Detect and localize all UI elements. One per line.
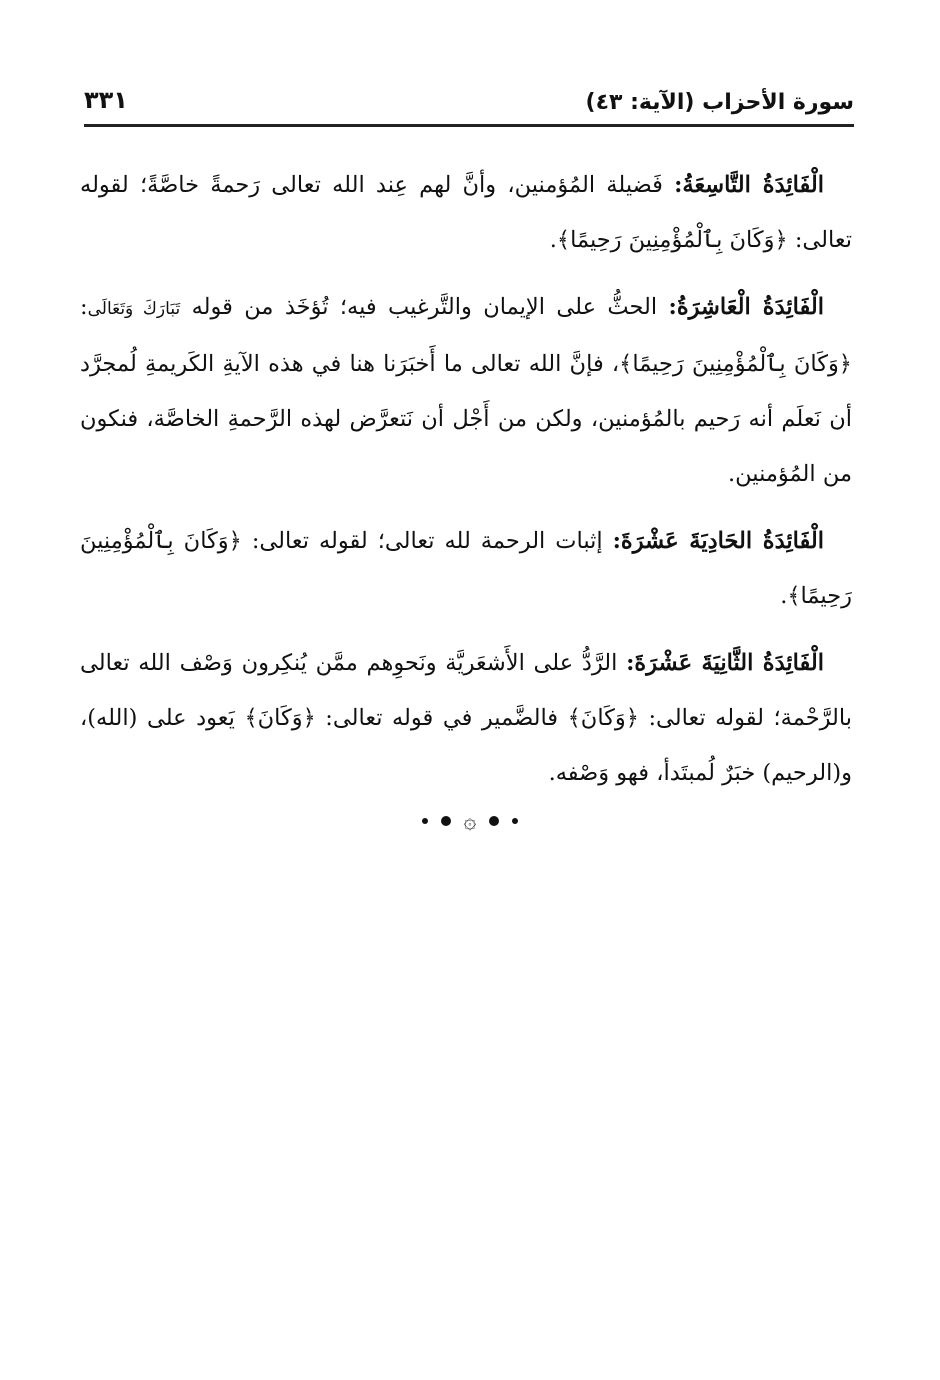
dot-icon [422,818,428,824]
benefit-heading: الْفَائِدَةُ الثَّانِيَةَ عَشْرَةَ: [626,650,824,676]
quran-quote: ﴿وَكَانَ بِٱلْمُؤْمِنِينَ رَحِيمًا﴾ [619,351,852,377]
paragraph-text: . [549,227,557,253]
flower-ornament-icon: ۞ [463,808,477,834]
paragraph-text: يَعود على (الله)، و(الرحيم) خبَرٌ لُمبتَدأ، فهو وَصْفه. [80,705,852,786]
page-number: ٣٣١ [84,86,128,114]
benefit-12-paragraph [80,636,852,801]
quran-quote: ﴿وَكَانَ بِٱلْمُؤْمِنِينَ رَحِيمًا﴾ [80,528,852,609]
running-header [84,84,854,124]
dot-icon [441,816,451,826]
benefit-9-paragraph [80,158,852,268]
honorific-phrase: تَبَارَكَ وَتَعَالَى [87,299,181,319]
paragraph-text: ، فإنَّ الله تعالى ما أَخبَرَنا هنا في هذه الآيةِ الكَريمةِ لُمجرَّد أن نَعلَم أنه رَحيم بالمُؤمنين، ولكن من أَجْل أن نَتعرَّض لهذه الرَّحمةِ الخاصَّة، فنكون من المُؤمنين. [80,351,852,487]
paragraph-text: الرَّدُّ على الأَشعَريَّة ونَحوِهم ممَّن يُنكِرون وَصْف الله تعالى بالرَّحْمة؛ لقوله تعالى: [80,650,853,731]
benefit-heading: الْفَائِدَةُ الحَادِيَةَ عَشْرَةَ: [612,528,825,554]
paragraph-text: إثبات الرحمة لله تعالى؛ لقوله تعالى: [241,528,613,554]
benefit-heading: الْفَائِدَةُ التَّاسِعَةُ: [674,172,824,198]
benefit-11-paragraph [80,514,852,624]
surah-title: سورة الأحزاب (الآية: ٤٣) [585,90,854,115]
benefit-heading: الْفَائِدَةُ الْعَاشِرَةُ: [668,294,825,320]
page-body [80,158,852,813]
paragraph-text: فالضَّمير في قوله تعالى: [315,705,568,731]
paragraph-text: الحثُّ على الإيمان والتَّرغيب فيه؛ تُؤخَذ من قوله [180,294,669,320]
quran-quote: ﴿وَكَانَ﴾ [244,705,316,731]
quran-quote: ﴿وَكَانَ بِٱلْمُؤْمِنِينَ رَحِيمًا﴾ [556,227,788,253]
paragraph-text: : [80,294,88,320]
dot-icon [489,816,499,826]
quran-quote: ﴿وَكَانَ﴾ [567,705,639,731]
section-end-ornament [0,808,940,834]
benefit-10-paragraph [80,280,852,502]
header-divider [84,124,854,127]
paragraph-text: . [780,583,788,609]
dot-icon [512,818,518,824]
paragraph-text: فَضيلة المُؤمنين، وأنَّ لهم عِند الله تعالى رَحمةً خاصَّةً؛ لقوله تعالى: [80,172,852,253]
